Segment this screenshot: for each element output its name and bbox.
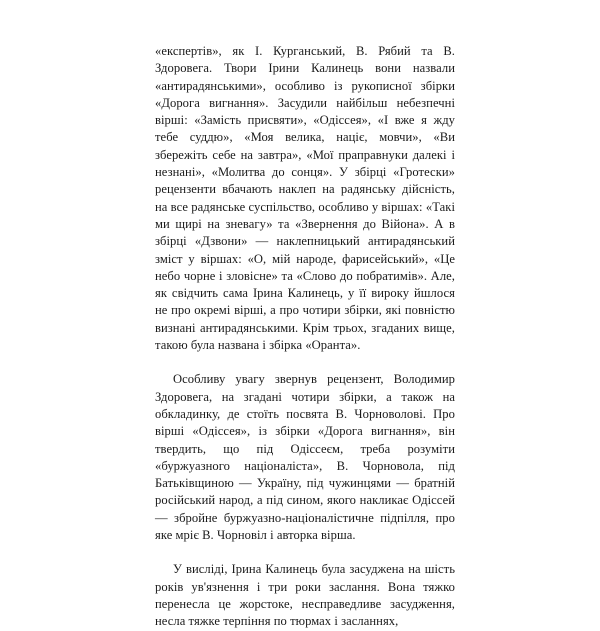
paragraph-2: Особливу увагу звернув рецензент, Володимир Здоровега, на згадані чотири збірки, а також на обкладинку, де стоїть посвята В. Чорноволові. Про вірші «Одіссея», із збірки «Дорога вигнання», він твердить, що під Одіссеєм, треба розуміти «буржуазного націоналіста», В. Чорновола, під Батьківщиною — Україну, під чужинцями — братній російський народ, а під сином, якого накликає Одіссей — збройне буржуазно-націоналістичне підпілля, про яке мріє В. Чорновіл і авторка вірша. — [155, 372, 455, 543]
page-text — [155, 43, 455, 631]
paragraph-1: «експертів», як І. Курганський, В. Рябий та В. Здоровега. Твори Ірини Калинець вони назвали «антирадянськими», особливо із рукописної збірки «Дорога вигнання». Засудили найбільш небезпечні вірші: «Замість присвяти», «Одіссея», «І вже я жду тебе суддю», «Моя велика, націє, мовчи», «Ви збережіть себе на завтра», «Мої праправнуки далекі і незнані», «Молитва до сонця». У збірці «Гротески» рецензенти вбачають наклеп на радянську дійсність, на все радянське суспільство, особливо у віршах: «Такі ми щирі на зневагу» та «Звернення до Війона». А в збірці «Дзвони» — наклепницький антирадянський зміст у віршах: «О, мій народе, фарисейський», «Це небо чорне і зловісне» та «Слово до побратимів». Але, як свідчить сама Ірина Калинець, у її вироку йшлося не про окремі вірші, а про чотири збірки, які повністю визнані антирадянськими. Крім трьох, згаданих вище, такою була названа і збірка «Оранта». — [155, 44, 455, 353]
paragraph-3: У висліді, Ірина Калинець була засуджена на шість років ув'язнення і три роки заслання. Вона тяжко перенесла це жорстоке, несправедливе засудження, несла тяжке терпіння по тюрмах і засланнях, — [155, 562, 455, 629]
